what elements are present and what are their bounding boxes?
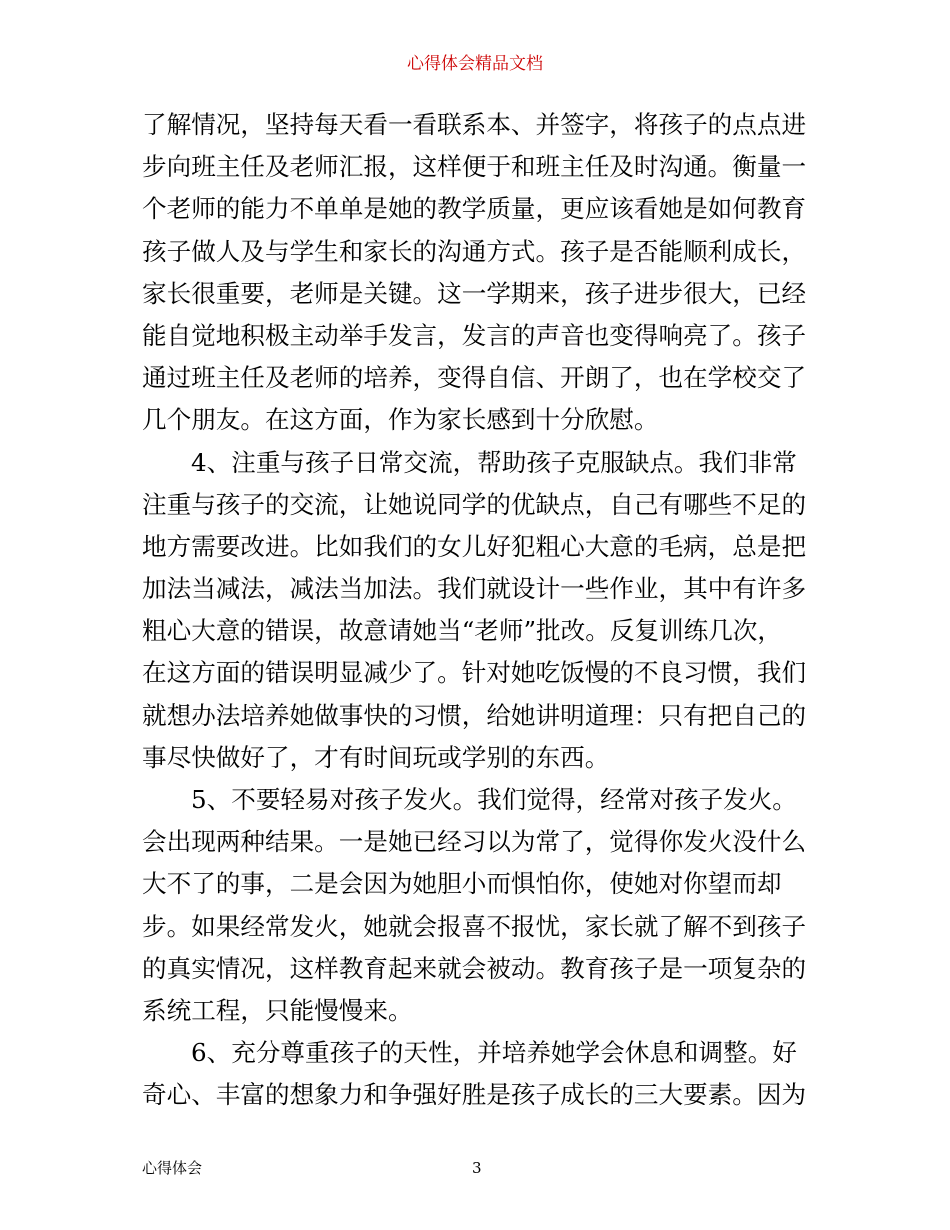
text-line: 在这方面的错误明显减少了。针对她吃饭慢的不良习惯，我们 — [142, 658, 807, 688]
document-body — [142, 104, 812, 1117]
text-line: 家长很重要，老师是关键。这一学期来，孩子进步很大，已经 — [142, 278, 807, 308]
paragraph-start-line: 6、充分尊重孩子的天性，并培养她学会休息和调整。好 — [191, 1038, 797, 1068]
text-line: 大不了的事，二是会因为她胆小而惧怕你，使她对你望而却 — [142, 869, 782, 899]
text-line: 就想办法培养她做事快的习惯，给她讲明道理：只有把自己的 — [142, 700, 807, 730]
text-line: 步向班主任及老师汇报，这样便于和班主任及时沟通。衡量一 — [142, 152, 807, 182]
text-line: 粗心大意的错误，故意请她当“老师”批改。反复训练几次， — [142, 616, 782, 646]
text-line: 地方需要改进。比如我们的女儿好犯粗心大意的毛病，总是把 — [142, 531, 807, 561]
page-number: 3 — [472, 1159, 482, 1177]
page-footer — [142, 1156, 812, 1180]
text-line: 个老师的能力不单单是她的教学质量，更应该看她是如何教育 — [142, 194, 807, 224]
page-header-title: 心得体会精品文档 — [407, 54, 543, 74]
footer-label: 心得体会 — [142, 1159, 203, 1177]
text-line: 几个朋友。在这方面，作为家长感到十分欣慰。 — [142, 405, 659, 435]
text-line: 的真实情况，这样教育起来就会被动。教育孩子是一项复杂的 — [142, 953, 807, 983]
text-line: 孩子做人及与学生和家长的沟通方式。孩子是否能顺利成长， — [142, 236, 807, 266]
text-line: 加法当减法，减法当加法。我们就设计一些作业，其中有许多 — [142, 574, 807, 604]
text-line: 步。如果经常发火，她就会报喜不报忧，家长就了解不到孩子 — [142, 911, 807, 941]
paragraph-start-line: 5、不要轻易对孩子发火。我们觉得，经常对孩子发火。 — [191, 785, 797, 814]
text-line: 通过班主任及老师的培养，变得自信、开朗了，也在学校交了 — [142, 363, 807, 393]
text-line: 系统工程，只能慢慢来。 — [142, 995, 413, 1025]
text-line: 事尽快做好了，才有时间玩或学别的东西。 — [142, 742, 610, 772]
text-line: 会出现两种结果。一是她已经习以为常了，觉得你发火没什么 — [142, 827, 807, 857]
text-line: 了解情况，坚持每天看一看联系本、并签字，将孩子的点点进 — [142, 110, 807, 139]
text-line: 奇心、丰富的想象力和争强好胜是孩子成长的三大要素。因为 — [142, 1080, 807, 1110]
text-line: 注重与孩子的交流，让她说同学的优缺点，自己有哪些不足的 — [142, 489, 807, 519]
text-line: 能自觉地积极主动举手发言，发言的声音也变得响亮了。孩子 — [142, 320, 807, 350]
paragraph-start-line: 4、注重与孩子日常交流，帮助孩子克服缺点。我们非常 — [191, 447, 797, 477]
